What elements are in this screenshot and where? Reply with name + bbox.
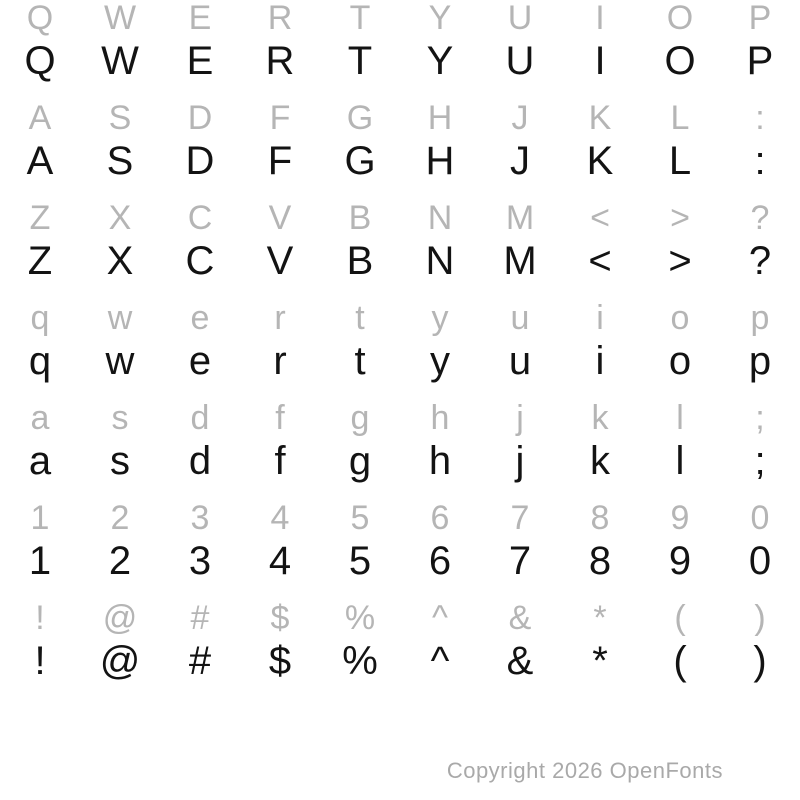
- glyph-cell: &: [506, 639, 534, 683]
- glyph-cell: i: [595, 339, 605, 383]
- glyph-cell: G: [346, 99, 374, 137]
- glyph-row-preview-lowercase-top: [0, 301, 800, 335]
- glyph-cell: e: [188, 339, 212, 383]
- glyph-row-preview-symbols: [0, 601, 800, 635]
- glyph-cell: i: [596, 299, 604, 337]
- glyph-row-main-symbols: [0, 641, 800, 681]
- copyright-text: Copyright 2026 OpenFonts: [446, 758, 723, 783]
- glyph-row-main-digits: [0, 541, 800, 581]
- glyph-row-preview-uppercase-home: [0, 101, 800, 135]
- glyph-cell: ): [753, 639, 767, 683]
- glyph-cell: <: [590, 199, 610, 237]
- glyph-cell: ?: [750, 199, 770, 237]
- glyph-cell: 9: [668, 539, 692, 583]
- glyph-cell: q: [30, 299, 50, 337]
- glyph-cell: Z: [29, 199, 51, 237]
- glyph-cell: 1: [30, 499, 50, 537]
- glyph-cell: Z: [27, 239, 53, 283]
- glyph-cell: Y: [426, 39, 454, 83]
- glyph-cell: I: [594, 39, 606, 83]
- glyph-cell: :: [754, 139, 766, 183]
- glyph-cell: K: [588, 99, 612, 137]
- glyph-cell: %: [344, 599, 376, 637]
- glyph-cell: r: [274, 299, 286, 337]
- glyph-cell: O: [666, 0, 694, 37]
- glyph-cell: V: [268, 199, 292, 237]
- glyph-cell: a: [28, 439, 52, 483]
- glyph-cell: 2: [110, 499, 130, 537]
- glyph-cell: Q: [24, 39, 56, 83]
- glyph-cell: 0: [750, 499, 770, 537]
- glyph-cell: h: [428, 439, 452, 483]
- glyph-cell: E: [188, 0, 212, 37]
- glyph-cell: V: [266, 239, 294, 283]
- glyph-cell: L: [670, 99, 690, 137]
- glyph-cell: W: [101, 39, 139, 83]
- glyph-cell: d: [188, 439, 212, 483]
- glyph-cell: B: [346, 239, 374, 283]
- glyph-cell: A: [28, 99, 52, 137]
- glyph-cell: 3: [190, 499, 210, 537]
- glyph-cell: ?: [748, 239, 772, 283]
- glyph-cell: ^: [430, 639, 450, 683]
- glyph-cell: H: [427, 99, 453, 137]
- glyph-cell: 7: [508, 539, 532, 583]
- glyph-cell: k: [590, 439, 610, 483]
- glyph-cell: B: [348, 199, 372, 237]
- glyph-cell: $: [268, 639, 292, 683]
- glyph-cell: Y: [428, 0, 452, 37]
- glyph-cell: (: [673, 639, 687, 683]
- glyph-cell: f: [274, 439, 286, 483]
- glyph-cell: 6: [428, 539, 452, 583]
- glyph-cell: J: [511, 99, 529, 137]
- glyph-cell: &: [508, 599, 532, 637]
- glyph-cell: s: [111, 399, 129, 437]
- glyph-cell: R: [265, 39, 295, 83]
- glyph-cell: d: [190, 399, 210, 437]
- glyph-cell: K: [586, 139, 614, 183]
- glyph-cell: t: [355, 299, 365, 337]
- glyph-cell: H: [425, 139, 455, 183]
- glyph-row-main-lowercase-top: [0, 341, 800, 381]
- glyph-cell: %: [342, 639, 378, 683]
- glyph-cell: ;: [754, 439, 766, 483]
- glyph-cell: W: [103, 0, 137, 37]
- glyph-cell: 8: [590, 499, 610, 537]
- glyph-cell: T: [349, 0, 371, 37]
- glyph-cell: D: [185, 139, 215, 183]
- glyph-row-main-uppercase-bottom: [0, 241, 800, 281]
- glyph-cell: !: [35, 599, 45, 637]
- glyph-cell: y: [430, 339, 450, 383]
- glyph-cell: g: [350, 399, 370, 437]
- glyph-cell: 5: [350, 499, 370, 537]
- glyph-cell: P: [746, 39, 774, 83]
- glyph-cell: o: [670, 299, 690, 337]
- glyph-cell: G: [344, 139, 376, 183]
- glyph-cell: N: [425, 239, 455, 283]
- glyph-cell: 7: [510, 499, 530, 537]
- glyph-cell: ;: [755, 399, 765, 437]
- glyph-row-preview-lowercase-home: [0, 401, 800, 435]
- glyph-cell: A: [26, 139, 54, 183]
- glyph-cell: g: [348, 439, 372, 483]
- glyph-cell: *: [593, 599, 607, 637]
- glyph-cell: J: [510, 139, 530, 183]
- glyph-cell: p: [750, 299, 770, 337]
- glyph-cell: S: [106, 139, 134, 183]
- glyph-cell: X: [106, 239, 134, 283]
- glyph-cell: 0: [748, 539, 772, 583]
- glyph-cell: w: [107, 299, 133, 337]
- glyph-cell: r: [273, 339, 287, 383]
- glyph-cell: 9: [670, 499, 690, 537]
- glyph-cell: 5: [348, 539, 372, 583]
- glyph-cell: u: [508, 339, 532, 383]
- glyph-cell: e: [190, 299, 210, 337]
- glyph-cell: y: [431, 299, 449, 337]
- glyph-cell: F: [269, 99, 291, 137]
- glyph-cell: ^: [432, 599, 448, 637]
- glyph-cell: D: [187, 99, 213, 137]
- glyph-cell: X: [108, 199, 132, 237]
- glyph-cell: j: [516, 399, 524, 437]
- glyph-cell: N: [427, 199, 453, 237]
- glyph-cell: F: [267, 139, 293, 183]
- glyph-cell: *: [592, 639, 608, 683]
- glyph-cell: :: [755, 99, 765, 137]
- glyph-cell: u: [510, 299, 530, 337]
- glyph-row-preview-digits: [0, 501, 800, 535]
- glyph-cell: <: [588, 239, 612, 283]
- glyph-cell: Q: [26, 0, 54, 37]
- glyph-cell: U: [507, 0, 533, 37]
- glyph-cell: q: [28, 339, 52, 383]
- glyph-cell: !: [34, 639, 46, 683]
- glyph-row-main-uppercase-home: [0, 141, 800, 181]
- glyph-cell: L: [668, 139, 692, 183]
- glyph-cell: 6: [430, 499, 450, 537]
- glyph-cell: #: [190, 599, 210, 637]
- glyph-cell: U: [505, 39, 535, 83]
- glyph-cell: >: [668, 239, 692, 283]
- glyph-cell: >: [670, 199, 690, 237]
- glyph-cell: R: [267, 0, 293, 37]
- glyph-cell: f: [275, 399, 285, 437]
- glyph-cell: s: [110, 439, 130, 483]
- glyph-cell: M: [505, 199, 535, 237]
- glyph-cell: 3: [188, 539, 212, 583]
- glyph-row-main-lowercase-home: [0, 441, 800, 481]
- glyph-cell: 4: [270, 499, 290, 537]
- glyph-cell: 8: [588, 539, 612, 583]
- glyph-cell: I: [595, 0, 605, 37]
- glyph-cell: j: [515, 439, 525, 483]
- glyph-cell: P: [748, 0, 772, 37]
- glyph-cell: T: [347, 39, 373, 83]
- glyph-cell: 4: [268, 539, 292, 583]
- glyph-cell: t: [354, 339, 366, 383]
- glyph-cell: O: [664, 39, 696, 83]
- glyph-cell: @: [102, 599, 138, 637]
- glyph-cell: k: [591, 399, 609, 437]
- glyph-cell: p: [748, 339, 772, 383]
- glyph-cell: C: [185, 239, 215, 283]
- glyph-row-preview-uppercase-top: [0, 1, 800, 35]
- glyph-row-main-uppercase-top: [0, 41, 800, 81]
- glyph-cell: l: [675, 439, 685, 483]
- glyph-cell: E: [186, 39, 214, 83]
- glyph-cell: o: [668, 339, 692, 383]
- glyph-cell: 2: [108, 539, 132, 583]
- glyph-cell: l: [676, 399, 684, 437]
- glyph-cell: M: [503, 239, 537, 283]
- glyph-cell: a: [30, 399, 50, 437]
- glyph-cell: @: [99, 639, 141, 683]
- glyph-cell: (: [674, 599, 686, 637]
- glyph-cell: 1: [28, 539, 52, 583]
- glyph-cell: w: [105, 339, 135, 383]
- glyph-cell: h: [430, 399, 450, 437]
- glyph-cell: ): [754, 599, 766, 637]
- glyph-cell: #: [188, 639, 212, 683]
- glyph-row-preview-uppercase-bottom: [0, 201, 800, 235]
- glyph-cell: S: [108, 99, 132, 137]
- glyph-cell: $: [270, 599, 290, 637]
- glyph-cell: C: [187, 199, 213, 237]
